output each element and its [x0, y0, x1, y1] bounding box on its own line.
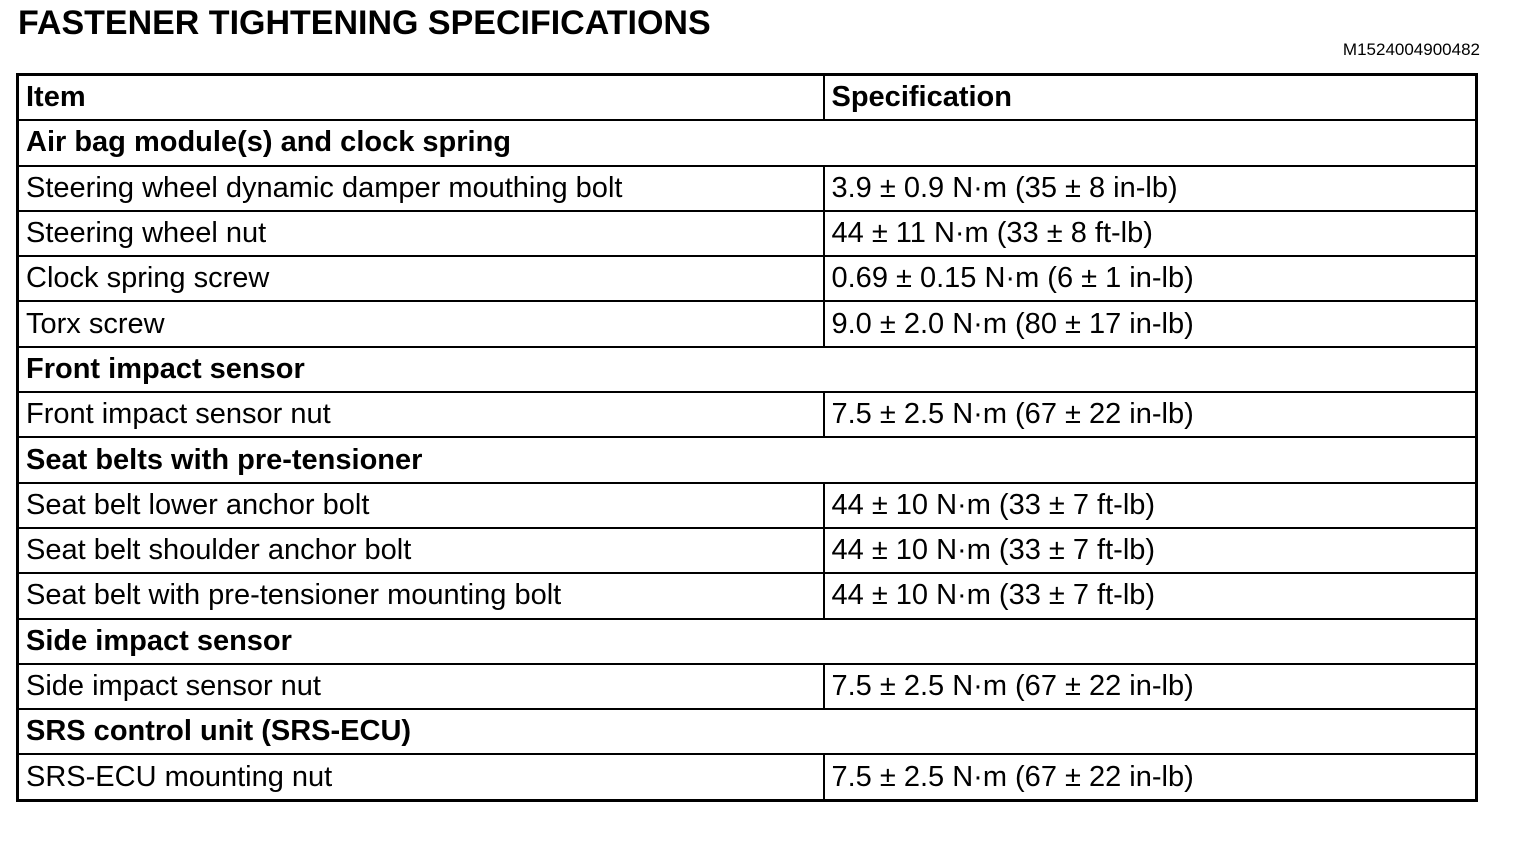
item-cell: Seat belt shoulder anchor bolt	[18, 528, 824, 573]
item-cell: Steering wheel nut	[18, 211, 824, 256]
item-cell: Steering wheel dynamic damper mouthing bolt	[18, 166, 824, 211]
specification-cell: 9.0 ± 2.0 N·m (80 ± 17 in-lb)	[824, 301, 1477, 346]
column-header-specification: Specification	[824, 75, 1477, 121]
specifications-table	[16, 73, 1478, 802]
page-title: FASTENER TIGHTENING SPECIFICATIONS	[18, 4, 711, 42]
specification-cell: 44 ± 10 N·m (33 ± 7 ft-lb)	[824, 528, 1477, 573]
item-cell: Seat belt lower anchor bolt	[18, 483, 824, 528]
table-row	[18, 211, 1477, 256]
item-cell: Seat belt with pre-tensioner mounting bolt	[18, 573, 824, 618]
section-row	[18, 709, 1477, 754]
specification-cell: 7.5 ± 2.5 N·m (67 ± 22 in-lb)	[824, 754, 1477, 800]
column-header-item: Item	[18, 75, 824, 121]
table-row	[18, 301, 1477, 346]
table-row	[18, 573, 1477, 618]
specification-cell: 44 ± 10 N·m (33 ± 7 ft-lb)	[824, 483, 1477, 528]
section-row	[18, 120, 1477, 165]
table-row	[18, 664, 1477, 709]
table-row	[18, 256, 1477, 301]
table-header-row	[18, 75, 1477, 121]
specification-cell: 3.9 ± 0.9 N·m (35 ± 8 in-lb)	[824, 166, 1477, 211]
specification-cell: 0.69 ± 0.15 N·m (6 ± 1 in-lb)	[824, 256, 1477, 301]
table-row	[18, 483, 1477, 528]
item-cell: Torx screw	[18, 301, 824, 346]
table-row	[18, 754, 1477, 800]
specification-cell: 44 ± 10 N·m (33 ± 7 ft-lb)	[824, 573, 1477, 618]
item-cell: Side impact sensor nut	[18, 664, 824, 709]
section-row	[18, 347, 1477, 392]
section-title: Air bag module(s) and clock spring	[18, 120, 1477, 165]
section-row	[18, 437, 1477, 482]
specification-cell: 7.5 ± 2.5 N·m (67 ± 22 in-lb)	[824, 664, 1477, 709]
table-row	[18, 166, 1477, 211]
item-cell: Clock spring screw	[18, 256, 824, 301]
section-row	[18, 619, 1477, 664]
document-id: M1524004900482	[1342, 40, 1480, 59]
section-title: Seat belts with pre-tensioner	[18, 437, 1477, 482]
specification-cell: 7.5 ± 2.5 N·m (67 ± 22 in-lb)	[824, 392, 1477, 437]
item-cell: SRS-ECU mounting nut	[18, 754, 824, 800]
item-cell: Front impact sensor nut	[18, 392, 824, 437]
section-title: Side impact sensor	[18, 619, 1477, 664]
section-title: Front impact sensor	[18, 347, 1477, 392]
specification-cell: 44 ± 11 N·m (33 ± 8 ft-lb)	[824, 211, 1477, 256]
table-row	[18, 392, 1477, 437]
table-row	[18, 528, 1477, 573]
section-title: SRS control unit (SRS-ECU)	[18, 709, 1477, 754]
